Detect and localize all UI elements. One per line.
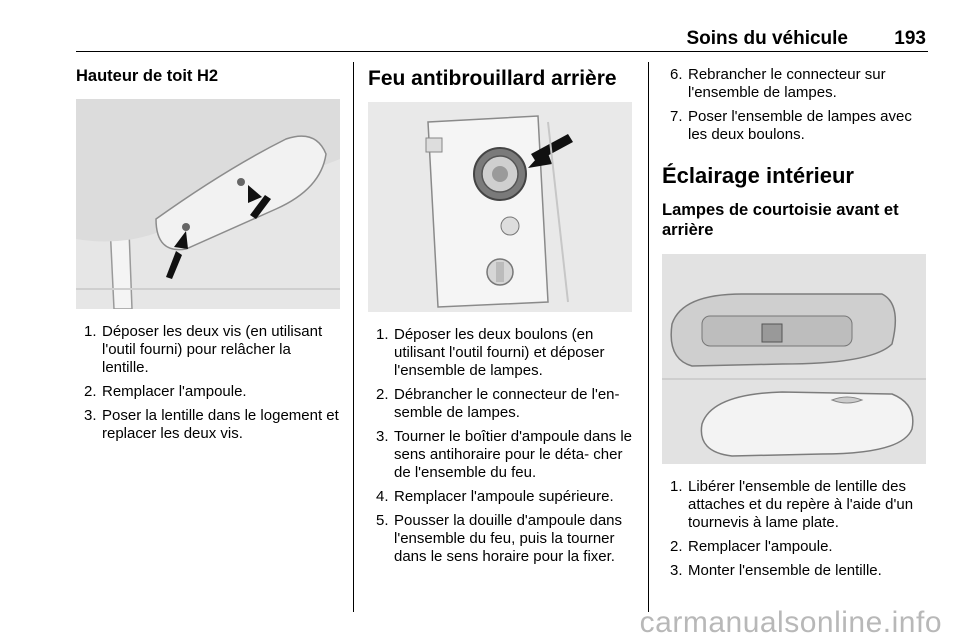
instruction-list-continued <box>662 66 928 144</box>
list-item: 3. Poser la lentille dans le logement et replacer les deux vis. <box>84 407 339 442</box>
instruction-list <box>662 478 928 580</box>
subsection-heading: Lampes de courtoisie avant et arrière <box>662 201 899 239</box>
header-rule <box>76 51 928 52</box>
figure-fog-lamp <box>368 102 632 312</box>
instruction-list <box>76 323 340 443</box>
list-item: 7. Poser l'ensemble de lampes avec les deux boulons. <box>670 108 912 143</box>
instruction-list <box>368 326 634 566</box>
header-title: Soins du véhicule <box>686 28 848 49</box>
figure-courtesy-lamp <box>662 254 926 464</box>
list-item: 2. Remplacer l'ampoule. <box>84 383 247 400</box>
list-item: 2. Débrancher le connecteur de l'en- semble de lampes. <box>376 386 620 421</box>
column-divider <box>353 62 354 612</box>
list-item: 2. Remplacer l'ampoule. <box>670 538 833 555</box>
list-item: 5. Pousser la douille d'ampoule dans l'ensemble du feu, puis la tourner dans le sens horaire pour la fixer. <box>376 512 623 565</box>
list-item: 1. Déposer les deux boulons (en utilisant l'outil fourni) et déposer l'ensemble de lampes. <box>376 326 605 379</box>
list-item: 6. Rebrancher le connecteur sur l'ensemble de lampes. <box>670 66 886 101</box>
section-heading: Éclairage intérieur <box>662 163 854 188</box>
section-heading: Hauteur de toit H2 <box>76 67 219 85</box>
column-2 <box>368 62 634 572</box>
page-header <box>76 26 928 52</box>
list-item: 4. Remplacer l'ampoule supérieure. <box>376 488 614 505</box>
list-item: 1. Libérer l'ensemble de lentille des attaches et du repère à l'aide d'un tournevis à lame plate. <box>670 478 914 531</box>
page-number: 193 <box>894 28 926 49</box>
figure-roof-lamp <box>76 99 340 309</box>
column-3 <box>662 62 928 586</box>
list-item: 1. Déposer les deux vis (en utilisant l'outil fourni) pour relâcher la lentille. <box>84 323 323 376</box>
section-heading: Feu antibrouillard arrière <box>368 67 617 90</box>
watermark: carmanualsonline.info <box>639 606 942 639</box>
list-item: 3. Tourner le boîtier d'ampoule dans le sens antihoraire pour le déta- cher de l'ensemble du feu. <box>376 428 633 481</box>
column-1 <box>76 62 340 449</box>
column-divider <box>648 62 649 612</box>
list-item: 3. Monter l'ensemble de lentille. <box>670 562 882 579</box>
